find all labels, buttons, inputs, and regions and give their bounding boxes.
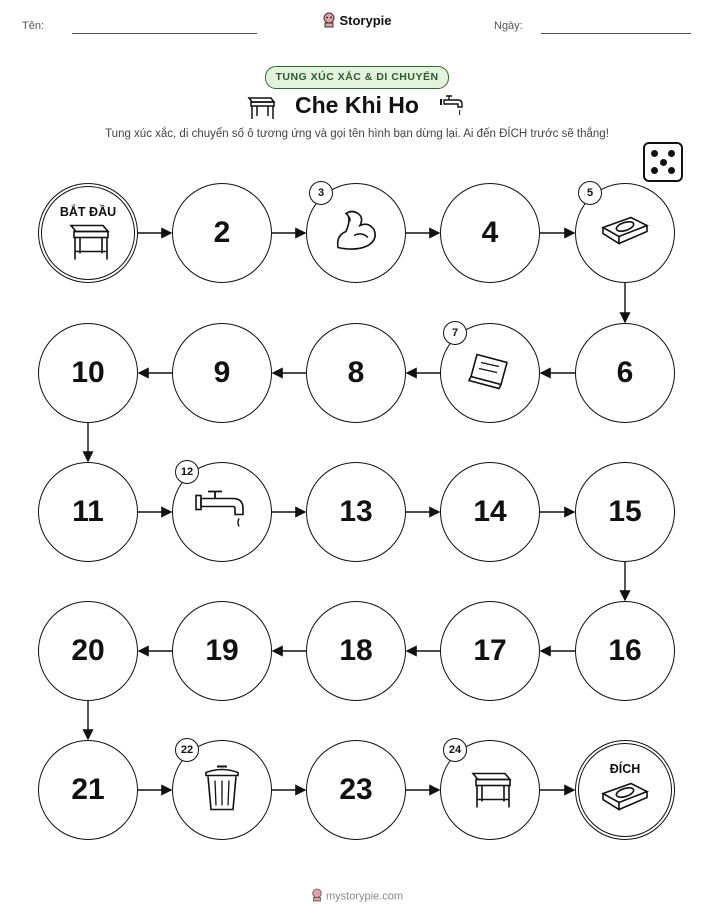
soap-icon <box>597 214 653 253</box>
board-space[interactable] <box>172 183 272 283</box>
trash-can-icon <box>202 763 242 818</box>
footer <box>0 888 714 905</box>
space-number-badge: 12 <box>175 460 199 484</box>
flexed-arm-icon <box>332 208 380 259</box>
board-space[interactable] <box>575 323 675 423</box>
faucet-icon <box>193 487 251 538</box>
space-number: 23 <box>339 773 373 806</box>
page-title: Che Khi Ho <box>295 92 419 118</box>
space-number: 9 <box>213 356 231 389</box>
start-space[interactable] <box>38 183 138 283</box>
table-icon <box>65 218 111 267</box>
board-space[interactable] <box>575 462 675 562</box>
space-number: 19 <box>205 634 239 667</box>
board-space[interactable] <box>38 323 138 423</box>
space-number: 18 <box>339 634 373 667</box>
board-space[interactable] <box>440 462 540 562</box>
space-number-badge: 24 <box>443 738 467 762</box>
board-space[interactable] <box>38 462 138 562</box>
board-space[interactable] <box>306 323 406 423</box>
space-number: 10 <box>71 356 105 389</box>
space-number: 6 <box>616 356 634 389</box>
space-number: 17 <box>473 634 507 667</box>
space-number: 8 <box>347 356 365 389</box>
brand-name: Storypie <box>339 12 392 28</box>
tissue-icon <box>467 351 513 396</box>
space-number: 21 <box>71 773 105 806</box>
space-number: 13 <box>339 495 373 528</box>
space-number-badge: 7 <box>443 321 467 345</box>
soap-icon <box>597 780 653 819</box>
board-space[interactable] <box>172 601 272 701</box>
board-space[interactable] <box>306 601 406 701</box>
board-space[interactable] <box>440 183 540 283</box>
space-number: 14 <box>473 495 507 528</box>
board-space[interactable] <box>306 462 406 562</box>
space-number-badge: 22 <box>175 738 199 762</box>
name-label: Tên: <box>22 20 45 32</box>
board-space[interactable] <box>38 601 138 701</box>
space-number: 16 <box>608 634 642 667</box>
space-number: 20 <box>71 634 105 667</box>
space-number-badge: 5 <box>578 181 602 205</box>
start-label: BẮT ĐẦU <box>59 205 117 219</box>
board-space[interactable] <box>306 740 406 840</box>
game-type-badge: TUNG XÚC XẮC & DI CHUYỂN <box>265 66 449 89</box>
board-space[interactable] <box>440 601 540 701</box>
space-number: 2 <box>213 216 231 249</box>
instructions: Tung xúc xắc, di chuyển số ô tương ứng và gọi tên hình bạn dừng lại. Ai đến ĐÍCH trước sẽ thắng! <box>105 128 609 140</box>
storypie-logo-icon <box>311 888 323 905</box>
board-space[interactable] <box>38 740 138 840</box>
space-number: 11 <box>72 495 104 528</box>
finish-label: ĐÍCH <box>609 762 641 776</box>
board-space[interactable] <box>575 601 675 701</box>
space-number: 4 <box>481 216 499 249</box>
space-number: 15 <box>608 495 642 528</box>
table-icon <box>467 766 513 815</box>
finish-space[interactable] <box>575 740 675 840</box>
board-space[interactable] <box>172 323 272 423</box>
date-label: Ngày: <box>494 20 523 32</box>
footer-url[interactable]: mystorypie.com <box>325 890 404 903</box>
space-number-badge: 3 <box>309 181 333 205</box>
